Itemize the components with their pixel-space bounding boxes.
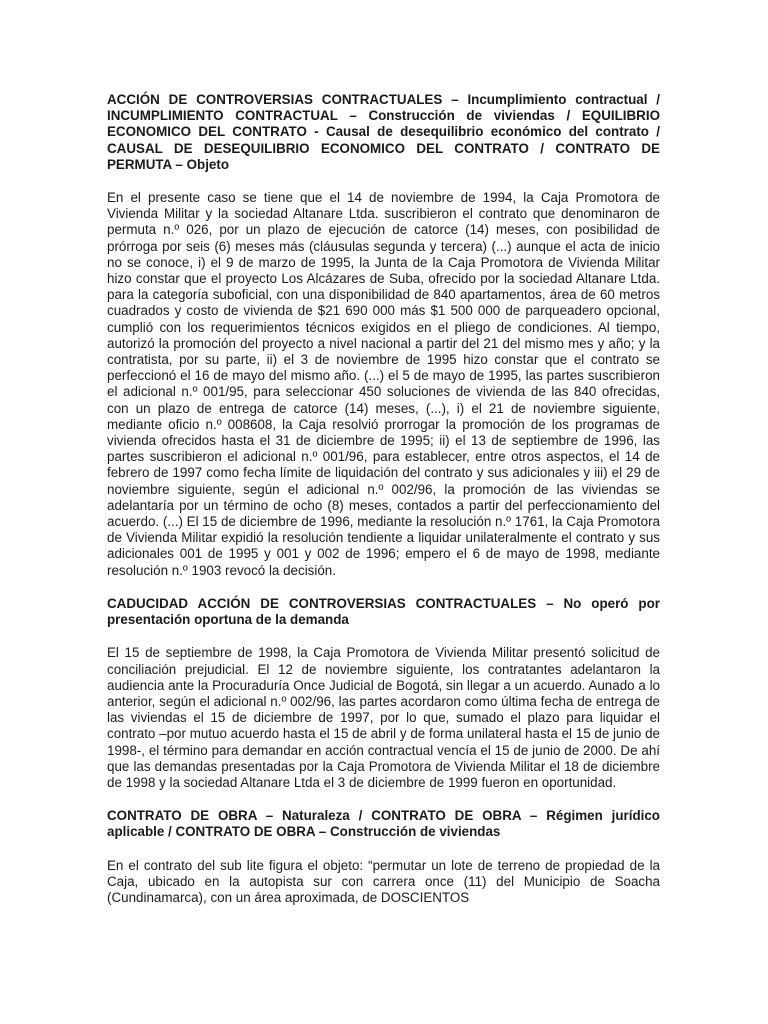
section-heading-2: CADUCIDAD ACCIÓN DE CONTROVERSIAS CONTRACTUALES – No operó por presentación oportuna de la demanda bbox=[107, 595, 660, 628]
section-paragraph-1: En el presente caso se tiene que el 14 de noviembre de 1994, la Caja Promotora de Vivienda Militar y la sociedad Altanare Ltda. suscribieron el contrato que denominaron de permuta n.º 026, por un plazo de ejecución de catorce (14) meses, con posibilidad de prórroga por seis (6) meses más (cláusulas segunda y tercera) (...) aunque el acta de inicio no se conoce, i) el 9 de marzo de 1995, la Junta de la Caja Promotora de Vivienda Militar hizo constar que el proyecto Los Alcázares de Suba, ofrecido por la sociedad Altanare Ltda. para la categoría suboficial, con una disponibilidad de 840 apartamentos, área de 60 metros cuadrados y costo de vivienda de $21 690 000 más $1 500 000 de parqueadero opcional, cumplió con los requerimientos técnicos exigidos en el pliego de condiciones. Al tiempo, autorizó la promoción del proyecto a nivel nacional a partir del 21 del mismo mes y año; y la contratista, por su parte, ii) el 3 de noviembre de 1995 hizo constar que el contrato se perfeccionó el 16 de mayo del mismo año. (...) el 5 de mayo de 1995, las partes suscribieron el adicional n.º 001/95, para seleccionar 450 soluciones de vivienda de las 840 ofrecidas, con un plazo de entrega de catorce (14) meses, (...), i) el 21 de noviembre siguiente, mediante oficio n.º 008608, la Caja resolvió prorrogar la promoción de los programas de vivienda ofrecidos hasta el 31 de diciembre de 1995; ii) el 13 de septiembre de 1996, las partes suscribieron el adicional n.º 001/96, para establecer, entre otros aspectos, el 14 de febrero de 1997 como fecha límite de liquidación del contrato y sus adicionales y iii) el 29 de noviembre siguiente, según el adicional n.º 002/96, la promoción de las viviendas se adelantaría por un término de ocho (8) meses, contados a partir del perfeccionamiento del acuerdo. (...) El 15 de diciembre de 1996, mediante la resolución n.º 1761, la Caja Promotora de Vivienda Militar expidió la resolución tendiente a liquidar unilateralmente el contrato y sus adicionales 001 de 1995 y 001 y 002 de 1996; empero el 6 de mayo de 1998, mediante resolución n.º 1903 revocó la decisión. bbox=[107, 190, 660, 578]
document-page bbox=[107, 92, 660, 906]
section-heading-1: ACCIÓN DE CONTROVERSIAS CONTRACTUALES – Incumplimiento contractual / INCUMPLIMIENTO CONTRACTUAL – Construcción de viviendas / EQUILIBRIO ECONOMICO DEL CONTRATO - Causal de desequilibrio económico del contrato / CAUSAL DE DESEQUILIBRIO ECONOMICO DEL CONTRATO / CONTRATO DE PERMUTA – Objeto bbox=[107, 92, 660, 172]
section-heading-3: CONTRATO DE OBRA – Naturaleza / CONTRATO DE OBRA – Régimen jurídico aplicable / CONTRATO DE OBRA – Construcción de viviendas bbox=[107, 808, 660, 840]
section-paragraph-3: En el contrato del sub lite figura el objeto: “permutar un lote de terreno de propiedad de la Caja, ubicado en la autopista sur con carrera once (11) del Municipio de Soacha (Cundinamarca), con un área aproximada, de DOSCIENTOS bbox=[107, 857, 660, 905]
section-paragraph-2: El 15 de septiembre de 1998, la Caja Promotora de Vivienda Militar presentó solicitud de conciliación prejudicial. El 12 de noviembre siguiente, los contratantes adelantaron la audiencia ante la Procuraduría Once Judicial de Bogotá, sin llegar a un acuerdo. Aunado a lo anterior, según el adicional n.º 002/96, las partes acordaron como última fecha de entrega de las viviendas el 15 de diciembre de 1997, por lo que, sumado el plazo para liquidar el contrato –por mutuo acuerdo hasta el 15 de abril y de forma unilateral hasta el 15 de junio de 1998-, el término para demandar en acción contractual vencía el 15 de junio de 2000. De ahí que las demandas presentadas por la Caja Promotora de Vivienda Militar el 18 de diciembre de 1998 y la sociedad Altanare Ltda el 3 de diciembre de 1999 fueron en oportunidad. bbox=[107, 645, 660, 790]
